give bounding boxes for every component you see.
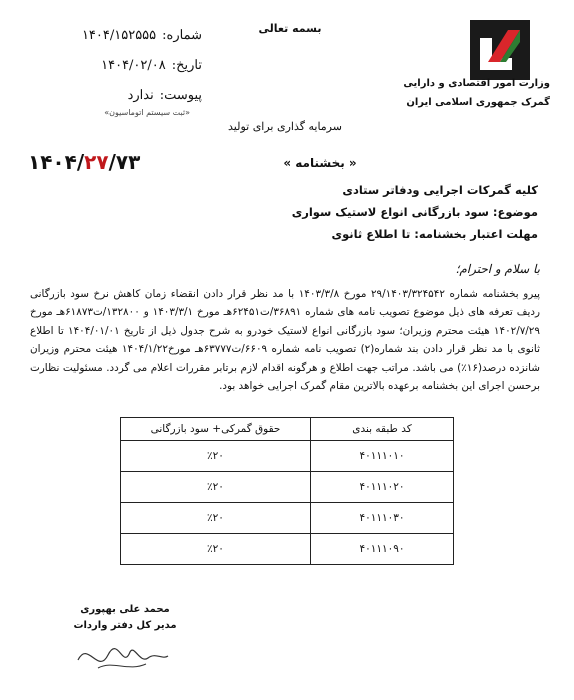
reference-part-index: /۷۳ [108,150,141,174]
letter-number-row [22,28,202,48]
attachment-row [22,88,202,108]
customs-logo-icon [468,18,532,82]
attachment-value: ندارد [127,88,154,103]
signatory-name: محمد علی بهپوری [80,604,170,615]
subject-line: موضوع: سود بازرگانی انواع لاستیک سواری [291,205,538,219]
table-row [121,534,454,565]
validity-line: مهلت اعتبار بخشنامه: تا اطلاع ثانوی [331,227,538,241]
circular-reference-number [28,150,140,174]
row-code: ۴۰۱۱۱۰۳۰ [311,503,454,534]
basmala-heading: بسمه تعالی [258,22,322,35]
letter-date-value: ۱۴۰۴/۰۲/۰۸ [101,58,166,73]
row-rate: ٪۲۰ [121,503,311,534]
ministry-name: وزارت امور اقتصادی و دارایی [403,78,550,89]
row-rate: ٪۲۰ [121,441,311,472]
system-registration-note: «ثبت سیستم اتوماسیون» [104,108,190,117]
header-duty-rate: حقوق گمرکی+ سود بازرگانی [121,418,311,441]
greeting-text: با سلام و احترام؛ [455,262,540,276]
signatory-title: مدیر کل دفتر واردات [73,620,177,631]
letter-date-label: تاریخ: [171,58,202,73]
reference-part-series: ۲۷ [84,150,109,174]
header-classification-code: کد طبقه بندی [311,418,454,441]
circular-title: « بخشنامه » [283,156,357,170]
table-row [121,472,454,503]
handwritten-signature-icon [68,630,178,680]
row-code: ۴۰۱۱۱۰۹۰ [311,534,454,565]
table-header-row [121,418,454,441]
row-rate: ٪۲۰ [121,534,311,565]
letter-date-row [22,58,202,78]
row-code: ۴۰۱۱۱۰۲۰ [311,472,454,503]
attachment-label: پیوست: [159,88,202,103]
table-row [121,441,454,472]
table-row [121,503,454,534]
row-code: ۴۰۱۱۱۰۱۰ [311,441,454,472]
letter-number-value: ۱۴۰۴/۱۵۲۵۵۵ [81,28,157,43]
recipient-line: کلیه گمرکات اجرایی ودفاتر ستادی [342,183,538,197]
row-rate: ٪۲۰ [121,472,311,503]
circular-body-text: پیرو بخشنامه شماره ۲۹/۱۴۰۳/۳۲۴۵۴۲ مورخ ۱۴۰۳/۳/۸ با مد نظر قرار دادن انقضاء زمان کاهش نرخ سود بازرگانی ردیف تعرفه های ذیل موضوع تصویب نامه های شماره ۳۶۸۹۱/ت۶۲۴۵۱هـ مورخ ۱۴۰۳/۳/۱ و ۱۳۲۸۰۰/ت۶۱۸۷۳هـ مورخ ۱۴۰۲/۷/۲۹ هیئت محترم وزیران؛ سود بازرگانی انواع لاستیک خودرو به شرح جدول ذیل از تاریخ ۱۴۰۴/۰۱/۰۱ تا اطلاع ثانوی با مد نظر قرار دادن بند شماره(۲) تصویب نامه شماره ۶۶۰۹/ت۶۳۷۷۷هـ مورخ۱۴۰۴/۱/۲۲ هیئت محترم وزیران شانزده درصد(۱۶٪) می باشد. مراتب جهت اطلاع و هرگونه اقدام لازم برتابر مقررات اعلام می گردد. مسئولیت نظارت برحسن اجرای این بخشنامه برعهده بالاترین مقام گمرک اجرایی خواهد بود. [30,288,540,393]
reference-part-year: ۱۴۰۴/ [28,150,85,174]
tariff-table [120,417,454,565]
customs-name: گمرک جمهوری اسلامی ایران [406,97,550,108]
year-slogan: سرمایه گذاری برای تولید [228,120,342,133]
letter-number-label: شماره: [162,28,202,43]
